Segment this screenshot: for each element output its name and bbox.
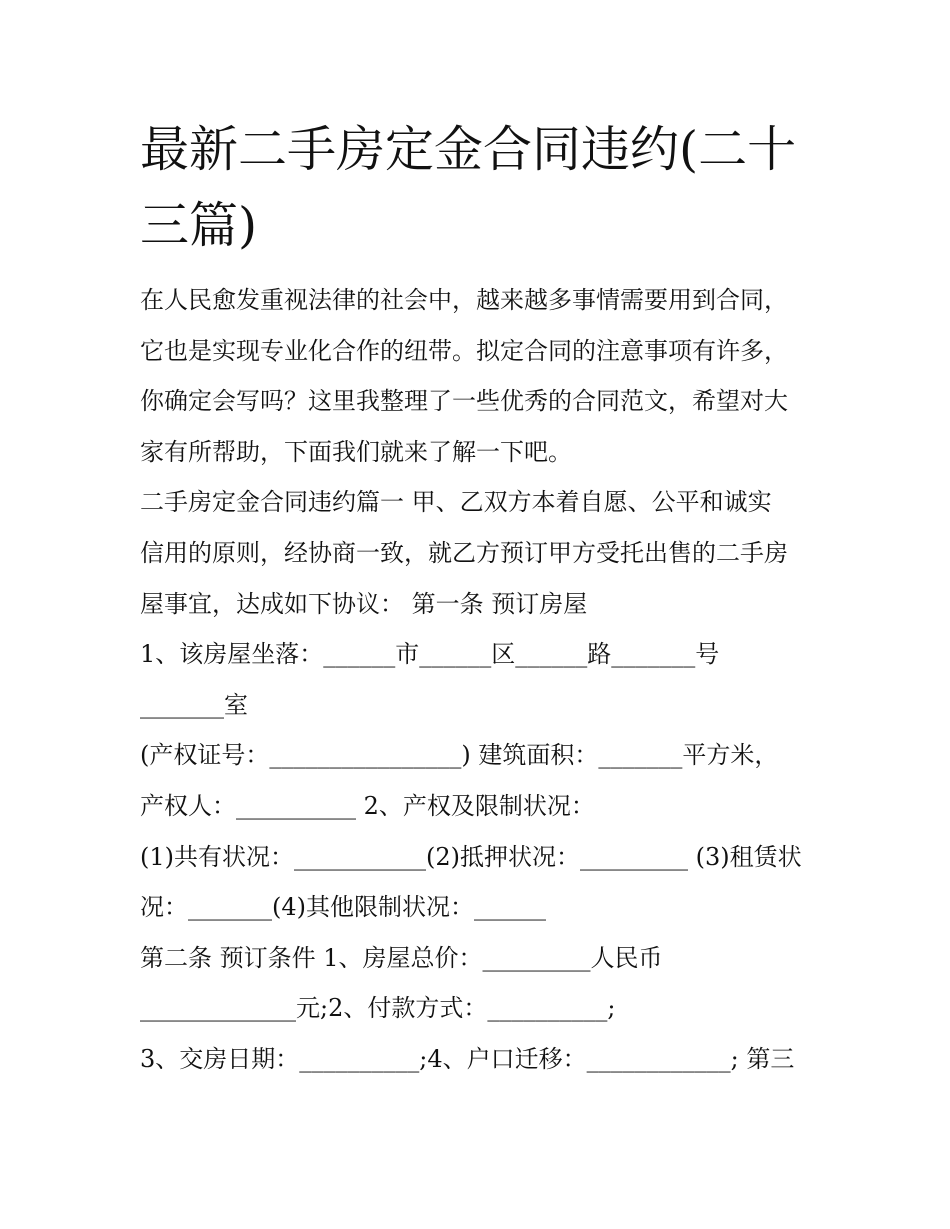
text-line: _______室: [140, 690, 248, 719]
text-line: 在人民愈发重视法律的社会中，越来越多事情需要用到合同，: [140, 286, 788, 314]
text-line: (1)共有状况：___________(2)抵押状况：_________ (3)租赁状: [140, 842, 802, 871]
text-line: 况：_______(4)其他限制状况：______: [140, 893, 546, 922]
text-line: 产权人：__________ 2、产权及限制状况：: [140, 791, 595, 820]
document-title: [140, 112, 840, 264]
text-line: 3、交房日期：__________;4、户口迁移：____________; 第三: [140, 1044, 795, 1073]
text-line: 家有所帮助，下面我们就来了解一下吧。: [140, 437, 572, 466]
text-line: 屋事宜，达成如下协议： 第一条 预订房屋: [140, 589, 588, 618]
text-line: 二手房定金合同违约篇一 甲、乙双方本着自愿、公平和诚实: [140, 488, 772, 517]
title-line: 最新二手房定金合同违约(二十: [140, 121, 797, 178]
text-line: 1、该房屋坐落：______市______区______路_______号: [140, 640, 720, 669]
text-line: 信用的原则，经协商一致，就乙方预订甲方受托出售的二手房: [140, 538, 788, 567]
text-line: _____________元;2、付款方式：__________;: [140, 994, 616, 1023]
text-line: 第二条 预订条件 1、房屋总价：_________人民币: [140, 943, 663, 972]
text-line: (产权证号：________________) 建筑面积：_______平方米，: [140, 741, 779, 770]
text-line: 你确定会写吗？这里我整理了一些优秀的合同范文，希望对大: [140, 387, 788, 416]
text-line: 它也是实现专业化合作的纽带。拟定合同的注意事项有许多，: [140, 336, 788, 365]
title-line: 三篇): [140, 197, 258, 254]
document-body: [140, 280, 840, 1090]
